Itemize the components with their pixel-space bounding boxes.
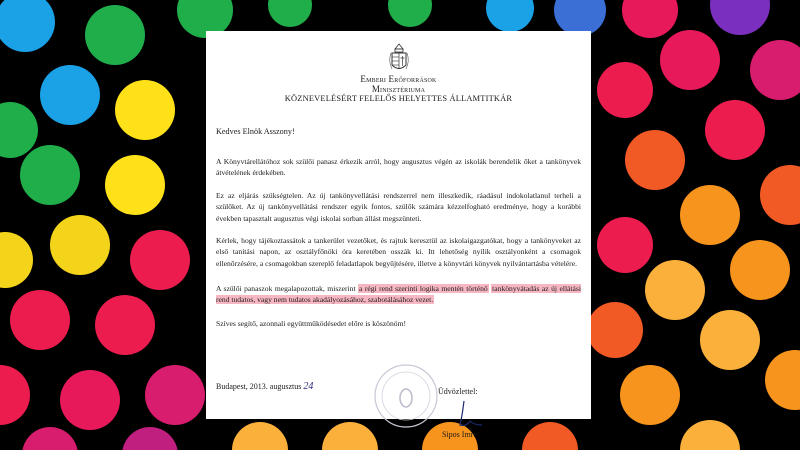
paragraph-1: A Könyvtárellátóhoz sok szülői panasz érkezik arról, hogy augusztus végén az iskolák berendelik őket a tankönyvek átvételének érdekében. (216, 157, 581, 178)
official-stamp (371, 361, 441, 431)
signer-name: Sipos Imre (442, 430, 477, 439)
closing: Üdvözlettel: (438, 387, 478, 396)
highlighted-text-1: a régi rend szerinti logika mentén történő (359, 284, 488, 293)
coat-of-arms-icon (388, 41, 410, 75)
paragraph-4-text: A szülői panaszok megalapozottak, miszerint (216, 284, 359, 293)
paragraph-3: Kérlek, hogy tájékoztassátok a tankerület vezetőket, és rajtuk keresztül az iskolaigazgatókat, hogy a tankönyveket az első tanítási napon, az osztályfőnöki óra keretében osszák ki. Itt lehetőség nyílik osztályonként a csomagok ellenőrzésére, a csomagokban szereplő feladatlapok begyűjtésére, illetve a könyvtári könyvek nyilvántartásba vételére. (216, 236, 581, 268)
paragraph-4 (216, 283, 581, 306)
org-title: KÖZNEVELÉSÉRT FELELŐS HELYETTES ÁLLAMTITKÁR (284, 94, 513, 103)
date-text: Budapest, 2013. augusztus (216, 382, 302, 391)
greeting: Kedves Elnök Asszony! (216, 127, 295, 136)
date-day-handwritten: 24 (303, 381, 314, 392)
letter-page (206, 31, 591, 439)
date-line (216, 381, 313, 392)
org-name-line1: Emberi Erőforrások (360, 74, 437, 84)
org-name-line2: Minisztériuma (371, 83, 426, 94)
letterhead (206, 41, 591, 104)
highlighted-text-2: tankönyvátadás az új ellátási rend tudatos, vagy nem tudatos akadályozásához, szabotálásához vezet. (216, 284, 581, 305)
handwritten-signature (456, 399, 486, 431)
paragraph-2: Ez az eljárás szükségtelen. Az új tankönyvellátási rendszerrel nem illeszkedik, ráadásul indokolatlanul terheli a szülőket. Az új tankönyvellátási rendszer egyik fontos, szülők számára kézzelfogható eredménye, hogy a korábbi években tapasztalt augusztus végi iskolai sorban állást megszünteti. (216, 191, 581, 223)
paragraph-5: Szíves segítő, azonnali együttműködésedet előre is köszönöm! (216, 319, 407, 328)
